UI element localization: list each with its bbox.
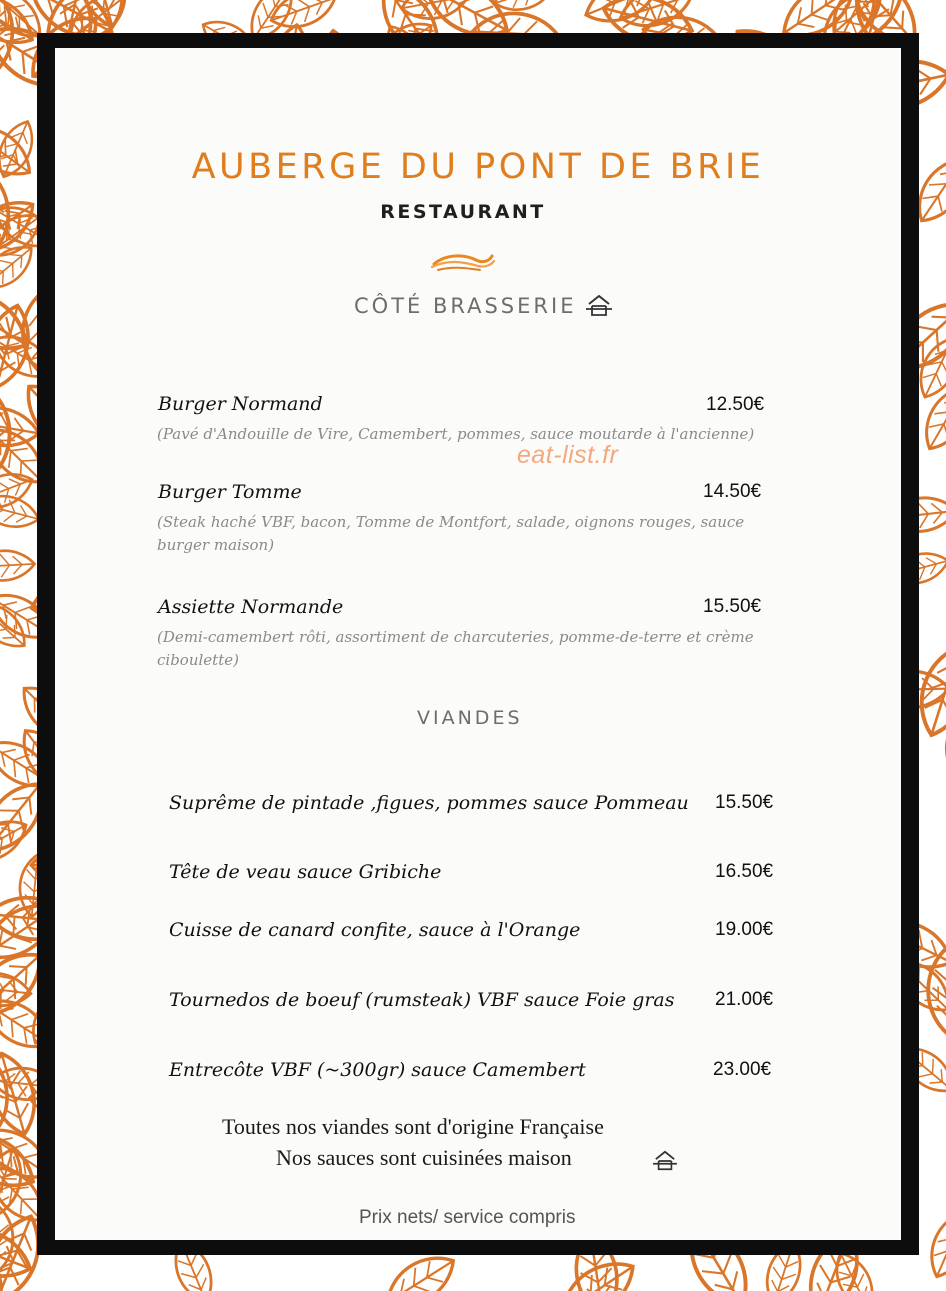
origin-note: Toutes nos viandes sont d'origine Française bbox=[222, 1114, 604, 1139]
house-icon bbox=[586, 294, 612, 318]
swirl-ornament-icon bbox=[430, 250, 496, 274]
meat-item-name: Suprême de pintade ,figues, pommes sauce Pommeau bbox=[169, 792, 689, 814]
meat-item-price: 23.00€ bbox=[713, 1059, 772, 1080]
meat-item-price: 15.50€ bbox=[715, 792, 774, 813]
sauce-note: Nos sauces sont cuisinées maison bbox=[276, 1145, 572, 1170]
leaf-icon bbox=[941, 706, 946, 779]
menu-item-description: (Pavé d'Andouille de Vire, Camembert, pommes, sauce moutarde à l'ancienne) bbox=[157, 425, 755, 443]
restaurant-subtitle: RESTAURANT bbox=[380, 201, 546, 223]
leaf-icon bbox=[235, 1287, 323, 1291]
leaf-icon bbox=[939, 1174, 946, 1269]
meat-item-name: Tête de veau sauce Gribiche bbox=[169, 861, 442, 883]
watermark: eat-list.fr bbox=[517, 441, 619, 469]
leaf-icon bbox=[0, 549, 35, 582]
menu-item-name: Burger Tomme bbox=[158, 481, 302, 503]
meat-item-name: Cuisse de canard confite, sauce à l'Orange bbox=[169, 919, 581, 941]
price-footer: Prix nets/ service compris bbox=[359, 1207, 576, 1228]
leaf-icon bbox=[939, 200, 946, 266]
section-heading-viandes: VIANDES bbox=[417, 707, 523, 729]
meat-item-name: Tournedos de boeuf (rumsteak) VBF sauce Foie gras bbox=[169, 989, 675, 1011]
house-icon bbox=[653, 1150, 677, 1172]
meat-item-price: 21.00€ bbox=[715, 989, 774, 1010]
meat-item-name: Entrecôte VBF (~300gr) sauce Camembert bbox=[169, 1059, 586, 1081]
menu-item-price: 12.50€ bbox=[706, 394, 765, 415]
menu-item-price: 15.50€ bbox=[703, 596, 762, 617]
menu-item-name: Burger Normand bbox=[158, 393, 323, 415]
restaurant-title: AUBERGE DU PONT DE BRIE bbox=[191, 147, 765, 187]
menu-item-description: (Demi-camembert rôti, assortiment de charcuteries, pomme-de-terre et crème ciboulette) bbox=[157, 628, 754, 669]
meat-item-price: 19.00€ bbox=[715, 919, 774, 940]
leaf-icon bbox=[922, 1205, 946, 1283]
menu-item-name: Assiette Normande bbox=[158, 596, 344, 618]
menu-item-price: 14.50€ bbox=[703, 481, 762, 502]
section-heading-brasserie: CÔTÉ BRASSERIE bbox=[354, 294, 577, 318]
menu-item-description: (Steak haché VBF, bacon, Tomme de Montfort, salade, oignons rouges, sauce burger maison) bbox=[157, 513, 745, 554]
meat-item-price: 16.50€ bbox=[715, 861, 774, 882]
